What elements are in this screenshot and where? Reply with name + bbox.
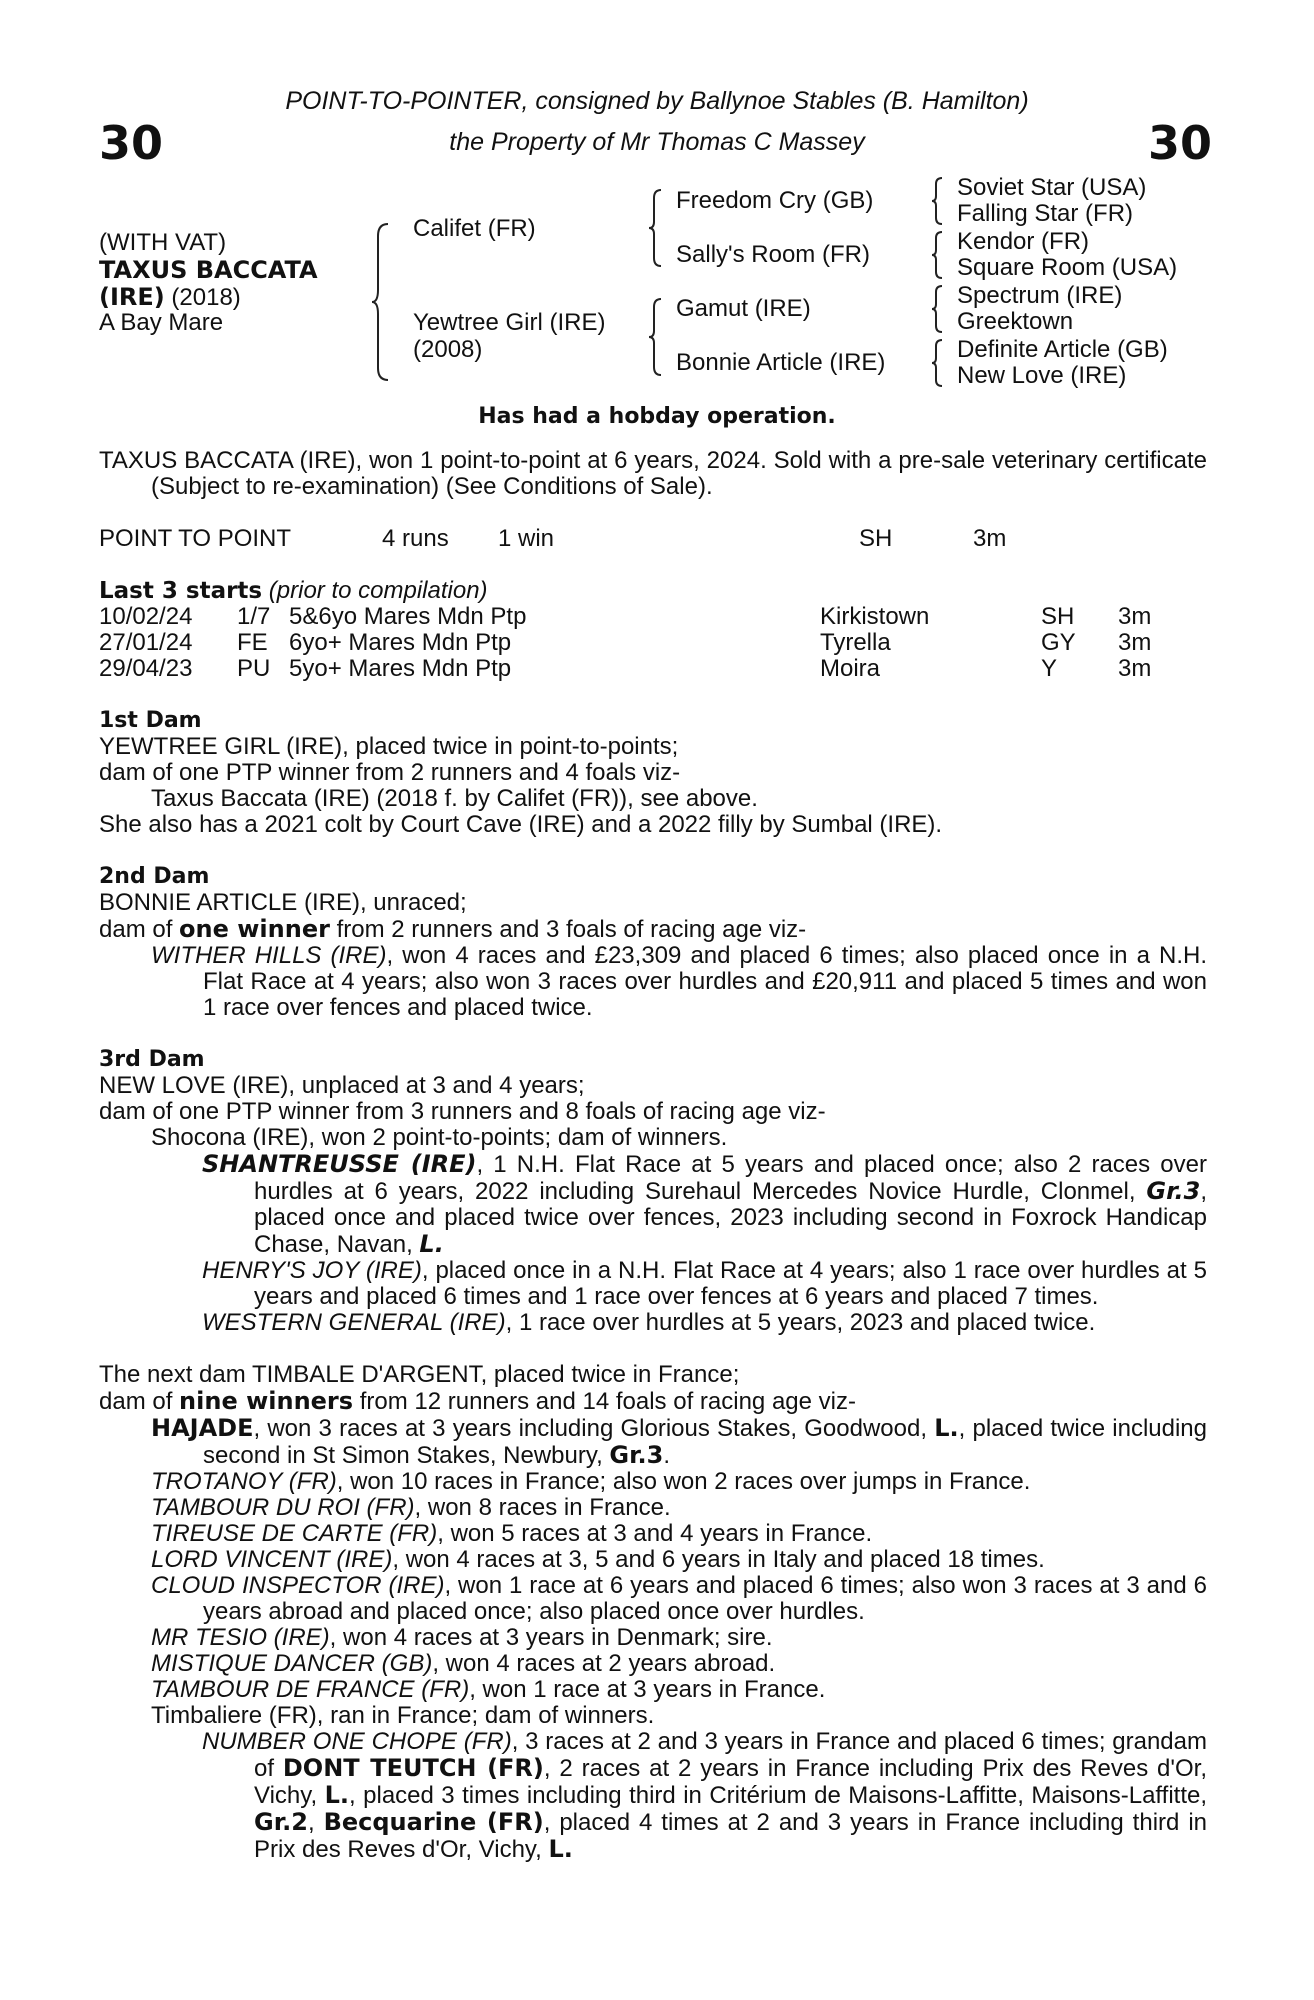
winner-record: , won 8 races in France. <box>414 1494 671 1521</box>
winner-record-c: , placed 3 times including third in Critérium de Maisons-Laffitte, Maisons-Laffitte, <box>349 1782 1207 1809</box>
first-dam-line: YEWTREE GIRL (IRE), placed twice in point-to-points; <box>99 733 679 760</box>
listed-badge: L. <box>419 1230 444 1258</box>
winner-name: WESTERN GENERAL (IRE) <box>202 1309 506 1336</box>
horse-description: A Bay Mare <box>99 309 224 336</box>
pedigree-sire: Califet (FR) <box>413 215 536 242</box>
grandchild-name: Becquarine (FR) <box>323 1808 544 1836</box>
pedigree-dam-dam: Bonnie Article (IRE) <box>676 349 886 376</box>
pedigree-dsd: Greektown <box>957 308 1074 335</box>
start-distance: 3m <box>1118 603 1152 630</box>
start-date: 10/02/24 <box>99 603 193 630</box>
winner-name: NUMBER ONE CHOPE (FR) <box>202 1728 512 1755</box>
consignment-line: POINT-TO-POINTER, consigned by Ballynoe Stables (B. Hamilton) <box>285 87 1029 115</box>
grade-badge: Gr.3 <box>609 1441 664 1469</box>
start-going: GY <box>1041 629 1076 656</box>
grade-badge: Gr.3 <box>1146 1177 1201 1205</box>
start-course: Tyrella <box>820 629 891 656</box>
winner-name: LORD VINCENT (IRE) <box>151 1546 393 1573</box>
grand-produce <box>202 1310 1207 1336</box>
next-dam-produce <box>99 1388 1207 1415</box>
winner-name: TIREUSE DE CARTE (FR) <box>151 1520 438 1547</box>
horse-year: (2018) <box>171 284 241 311</box>
winner-name: WITHER HILLS (IRE) <box>151 942 387 969</box>
next-dam-line: The next dam TIMBALE D'ARGENT, placed twice in France; <box>99 1361 740 1388</box>
pedigree-ddd: New Love (IRE) <box>957 362 1127 389</box>
pedigree-brace-sire <box>647 188 665 268</box>
winner-record: , won 1 race at 6 years and placed 6 times; also won 3 races at 3 and 6 years abroad and placed once; also placed once over hurdles. <box>203 1572 1207 1625</box>
winner-record: , won 4 races at 2 years abroad. <box>432 1650 776 1677</box>
produce-item <box>151 1495 1207 1521</box>
horse-origin <box>99 284 241 311</box>
winner-name: SHANTREUSSE (IRE) <box>202 1150 477 1178</box>
start-going: SH <box>1041 603 1075 630</box>
produce-item <box>151 1469 1207 1495</box>
pedigree-dam: Yewtree Girl (IRE) <box>413 309 606 336</box>
first-dam-note: She also has a 2021 colt by Court Cave (IRE) and a 2022 filly by Sumbal (IRE). <box>99 811 943 838</box>
produce-item <box>151 1415 1207 1469</box>
vat-label: (WITH VAT) <box>99 229 227 256</box>
third-dam-heading: 3rd Dam <box>99 1047 205 1072</box>
start-row <box>99 604 1207 630</box>
winner-record: , 1 race over hurdles at 5 years, 2023 and placed twice. <box>505 1309 1096 1336</box>
first-dam-foal: Taxus Baccata (IRE) (2018 f. by Califet (FR)), see above. <box>151 785 758 812</box>
winner-record: , 3 races at 2 and 3 years in France and placed 6 times; grandam of <box>254 1728 1207 1782</box>
winner-record-cont: , placed twice including second in St Simon Stakes, Newbury, <box>203 1415 1208 1469</box>
timbaliere-line: Timbaliere (FR), ran in France; dam of winners. <box>151 1702 655 1729</box>
grandchild-name: DONT TEUTCH (FR) <box>282 1754 544 1782</box>
lot-number-right: 30 <box>1148 116 1213 170</box>
starts-title: Last 3 starts <box>99 578 263 604</box>
pedigree-brace-ds <box>930 284 946 334</box>
winner-name: HAJADE <box>151 1414 254 1442</box>
produce-item <box>151 1573 1207 1625</box>
listed-badge: L. <box>548 1835 573 1863</box>
start-course: Moira <box>820 655 881 682</box>
horse-suffix: (IRE) <box>99 283 165 311</box>
winner-name: TAMBOUR DU ROI (FR) <box>151 1494 415 1521</box>
start-race: 6yo+ Mares Mdn Ptp <box>289 629 512 656</box>
lot-number-left: 30 <box>99 116 164 170</box>
winner-record-e: , placed 4 times at 2 and 3 years in France including third in Prix des Reves d'Or, Vichy, <box>254 1809 1207 1863</box>
third-dam-daughter: Shocona (IRE), won 2 point-to-points; dam of winners. <box>151 1124 728 1151</box>
second-dam-line: BONNIE ARTICLE (IRE), unraced; <box>99 889 467 916</box>
horse-name: TAXUS BACCATA <box>99 256 318 284</box>
start-row <box>99 630 1207 656</box>
pedigree-ssd: Falling Star (FR) <box>957 200 1134 227</box>
hobday-note: Has had a hobday operation. <box>478 404 836 429</box>
winner-record: , placed once in a N.H. Flat Race at 4 years; also 1 race over hurdles at 5 years and placed 6 times and 1 race over fences at 6 years and placed 7 times. <box>254 1257 1207 1310</box>
pedigree-sss: Soviet Star (USA) <box>957 174 1147 201</box>
next-dam-produce-a: dam of <box>99 1388 180 1415</box>
pedigree-sds: Kendor (FR) <box>957 228 1090 255</box>
start-distance: 3m <box>1118 655 1152 682</box>
pedigree-dds: Definite Article (GB) <box>957 336 1168 363</box>
start-distance: 3m <box>1118 629 1152 656</box>
next-dam-produce-c: from 12 runners and 14 foals of racing age viz- <box>353 1388 856 1415</box>
next-dam-winners: nine winners <box>179 1387 354 1415</box>
listed-badge: L. <box>934 1414 959 1442</box>
second-dam-produce <box>99 916 1207 943</box>
starts-heading <box>99 578 1207 604</box>
winner-record: , won 4 races and £23,309 and placed 6 times; also placed once in a N.H. Flat Race at 4 years; also won 3 races over hurdles and £20,911 and placed 5 times and won 1 race over fences and placed twice. <box>203 942 1207 1021</box>
winner-name: TAMBOUR DE FRANCE (FR) <box>151 1676 470 1703</box>
winner-record-b: , 2 races at 2 years in France including Prix des Reves d'Or, Vichy, <box>254 1755 1207 1809</box>
winner-name: TROTANOY (FR) <box>151 1468 337 1495</box>
start-going: Y <box>1041 655 1058 682</box>
winner-name: MISTIQUE DANCER (GB) <box>151 1650 433 1677</box>
produce-item <box>151 1547 1207 1573</box>
third-dam-line: NEW LOVE (IRE), unplaced at 3 and 4 years; <box>99 1072 585 1099</box>
first-dam-produce: dam of one PTP winner from 2 runners and 4 foals viz- <box>99 759 681 786</box>
pedigree-dam-year: (2008) <box>413 336 483 363</box>
winner-record-d: , <box>307 1809 324 1836</box>
stats-wins: 1 win <box>498 525 555 552</box>
winner-record: , won 5 races at 3 and 4 years in France. <box>437 1520 873 1547</box>
winner-record: , won 10 races in France; also won 2 races over jumps in France. <box>336 1468 1031 1495</box>
pedigree-dss: Spectrum (IRE) <box>957 282 1123 309</box>
start-race: 5yo+ Mares Mdn Ptp <box>289 655 512 682</box>
start-position: 1/7 <box>237 603 271 630</box>
catalogue-body <box>99 448 1207 1863</box>
pedigree-dam-sire: Gamut (IRE) <box>676 295 811 322</box>
pedigree-brace-ss <box>930 176 946 226</box>
stats-going: SH <box>859 525 893 552</box>
second-dam-heading: 2nd Dam <box>99 864 210 889</box>
second-dam-winner <box>151 943 1207 1021</box>
produce-item <box>151 1651 1207 1677</box>
winner-record: , won 3 races at 3 years including Glorious Stakes, Goodwood, <box>253 1415 935 1442</box>
winner-record: , won 1 race at 3 years in France. <box>469 1676 826 1703</box>
pedigree-brace-dd <box>930 338 946 388</box>
produce-item <box>151 1521 1207 1547</box>
produce-item <box>151 1677 1207 1703</box>
winner-name: MR TESIO (IRE) <box>151 1624 330 1651</box>
start-position: FE <box>237 629 268 656</box>
pedigree-brace-sd <box>930 230 946 280</box>
second-dam-winners: one winner <box>179 915 330 943</box>
winner-record: , 1 N.H. Flat Race at 5 years and placed once; also 2 races over hurdles at 6 years, 2022 including Surehaul Mercedes Novice Hurdle, Clonmel, <box>254 1151 1207 1205</box>
produce-item <box>151 1625 1207 1651</box>
starts-note: (prior to compilation) <box>268 577 488 604</box>
pedigree-sire-sire: Freedom Cry (GB) <box>676 187 874 214</box>
listed-badge: L. <box>324 1781 350 1809</box>
pedigree-sire-dam: Sally's Room (FR) <box>676 241 870 268</box>
start-row <box>99 656 1207 682</box>
property-line: the Property of Mr Thomas C Massey <box>449 128 865 156</box>
stats-label: POINT TO POINT <box>99 525 292 552</box>
pedigree-sdd: Square Room (USA) <box>957 254 1178 281</box>
winner-record: , won 4 races at 3, 5 and 6 years in Italy and placed 18 times. <box>392 1546 1045 1573</box>
winner-name: CLOUD INSPECTOR (IRE) <box>151 1572 445 1599</box>
winner-record-end: . <box>663 1442 671 1469</box>
grade-badge: Gr.2 <box>254 1808 308 1836</box>
stats-runs: 4 runs <box>382 525 449 552</box>
second-dam-produce-a: dam of <box>99 916 180 943</box>
stats-distance: 3m <box>973 525 1007 552</box>
pedigree-brace-dam <box>647 297 665 377</box>
grand-produce <box>202 1729 1207 1863</box>
first-dam-heading: 1st Dam <box>99 708 202 733</box>
third-dam-produce: dam of one PTP winner from 3 runners and 8 foals of racing age viz- <box>99 1098 826 1125</box>
ptp-stats-row <box>99 526 1207 552</box>
winner-record-cont: , placed once and placed twice over fences, 2023 including second in Foxrock Handicap Chase, Navan, <box>254 1178 1207 1258</box>
winner-name: HENRY'S JOY (IRE) <box>202 1257 422 1284</box>
grand-produce <box>202 1258 1207 1310</box>
grand-produce <box>202 1151 1207 1258</box>
start-race: 5&6yo Mares Mdn Ptp <box>289 603 527 630</box>
winner-record: , won 4 races at 3 years in Denmark; sire. <box>329 1624 773 1651</box>
intro-paragraph: TAXUS BACCATA (IRE), won 1 point-to-point at 6 years, 2024. Sold with a pre-sale veterinary certificate (Subject to re-examination) (See Conditions of Sale). <box>99 447 1207 500</box>
start-date: 29/04/23 <box>99 655 193 682</box>
pedigree-brace-main <box>370 222 392 382</box>
start-position: PU <box>237 655 271 682</box>
second-dam-produce-c: from 2 runners and 3 foals of racing age viz- <box>329 916 807 943</box>
start-course: Kirkistown <box>820 603 930 630</box>
start-date: 27/01/24 <box>99 629 193 656</box>
